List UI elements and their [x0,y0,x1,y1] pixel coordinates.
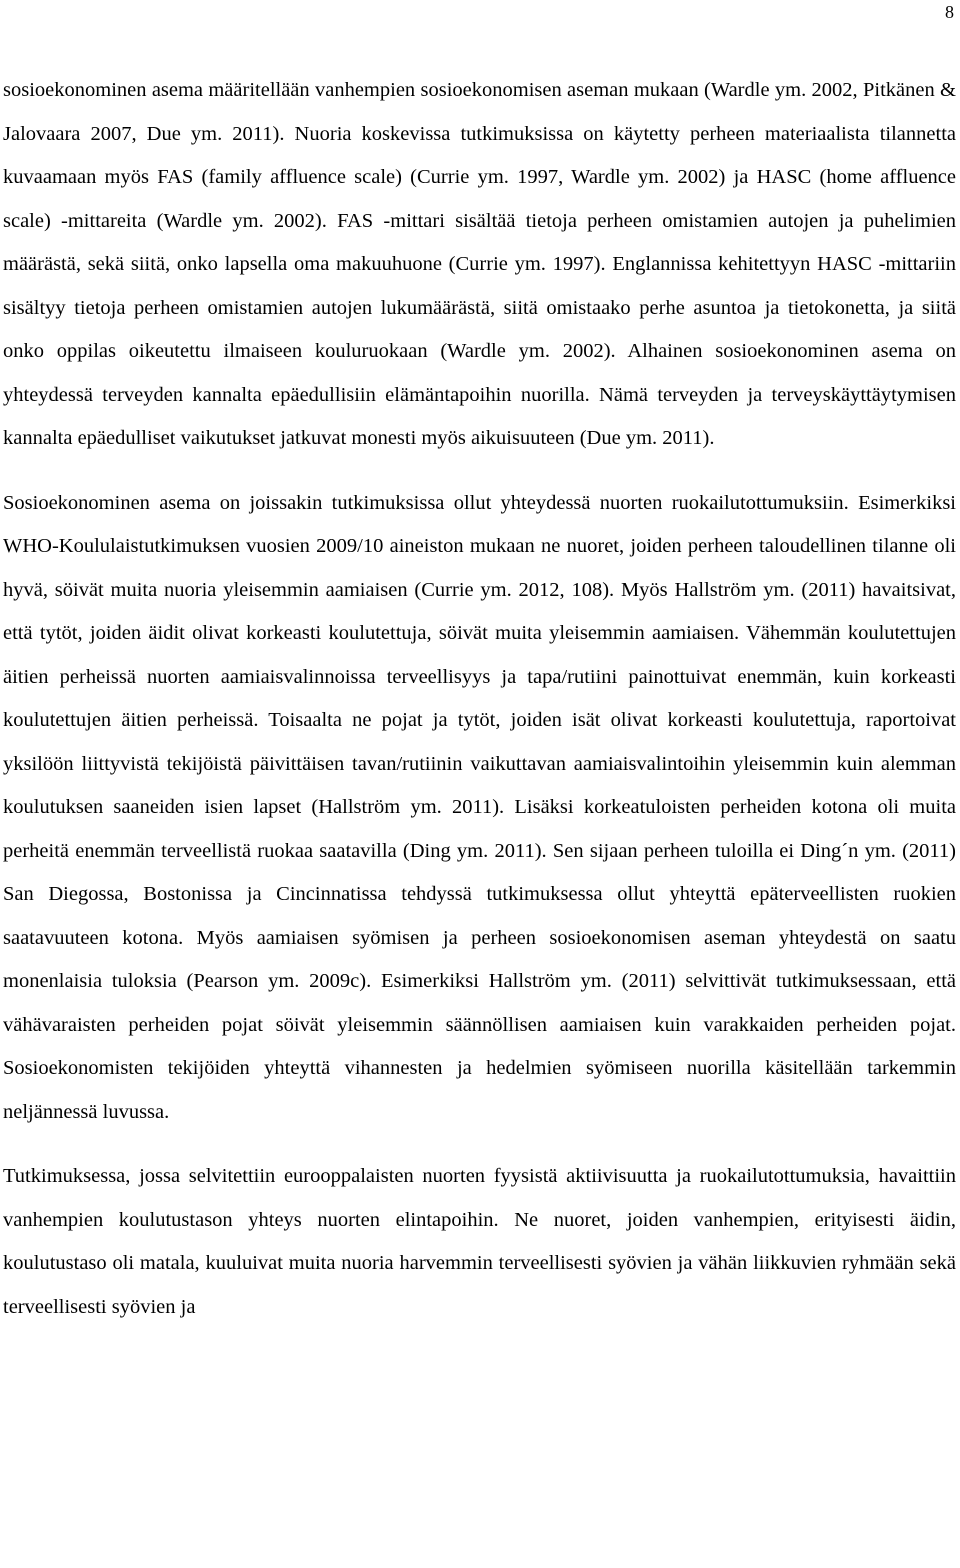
document-body [3,69,956,1329]
paragraph-socioeconomic-status: sosioekonominen asema määritellään vanhempien sosioekonomisen aseman mukaan (Wardle ym. 2002, Pitkänen & Jalovaara 2007, Due ym. 2011). Nuoria koskevissa tutkimuksissa on käytetty perheen materiaalista tilannetta kuvaamaan myös FAS (family affluence scale) (Currie ym. 1997, Wardle ym. 2002) ja HASC (home affluence scale) -mittareita (Wardle ym. 2002). FAS -mittari sisältää tietoja perheen omistamien autojen ja puhelimien määrästä, sekä siitä, onko lapsella oma makuuhuone (Currie ym. 1997). Englannissa kehitettyyn HASC -mittariin sisältyy tietoja perheen omistamien autojen lukumäärästä, siitä omistaako perhe asuntoa ja tietokonetta, ja siitä onko oppilas oikeutettu ilmaiseen kouluruokaan (Wardle ym. 2002). Alhainen sosioekonominen asema on yhteydessä terveyden kannalta epäedullisiin elämäntapoihin nuorilla. Nämä terveyden ja terveyskäyttäytymisen kannalta epäedulliset vaikutukset jatkuvat monesti myös aikuisuuteen (Due ym. 2011). [3,79,956,449]
paragraph-eating-habits: Sosioekonominen asema on joissakin tutkimuksissa ollut yhteydessä nuorten ruokailutottumuksiin. Esimerkiksi WHO-Koululaistutkimuksen vuosien 2009/10 aineiston mukaan ne nuoret, joiden perheen taloudellinen tilanne oli hyvä, söivät muita nuoria yleisemmin aamiaisen (Currie ym. 2012, 108). Myös Hallström ym. (2011) havaitsivat, että tytöt, joiden äidit olivat korkeasti koulutettuja, söivät muita yleisemmin aamiaisen. Vähemmän koulutettujen äitien perheissä nuorten aamiaisvalinnoissa terveellisyys ja tapa/rutiini painottuivat enemmän, kuin korkeasti koulutettujen äitien perheissä. Toisaalta ne pojat ja tytöt, joiden isät olivat korkeasti koulutettuja, raportoivat yksilöön liittyvistä tekijöistä päivittäisen tavan/rutiinin vaikuttavan aamiaisvalintoihin yleisemmin kuin alemman koulutuksen saaneiden isien lapset (Hallström ym. 2011). Lisäksi korkeatuloisten perheiden kotona oli muita perheitä enemmän terveellistä ruokaa saatavilla (Ding ym. 2011). Sen sijaan perheen tuloilla ei Ding´n ym. (2011) San Diegossa, Bostonissa ja Cincinnatissa tehdyssä tutkimuksessa ollut yhteyttä epäterveellisten ruokien saatavuuteen kotona. Myös aamiaisen syömisen ja perheen sosioekonomisen aseman yhteydestä on saatu monenlaisia tuloksia (Pearson ym. 2009c). Esimerkiksi Hallström ym. (2011) selvittivät tutkimuksessaan, että vähävaraisten perheiden pojat söivät yleisemmin säännöllisen aamiaisen kuin varakkaiden perheiden pojat. Sosioekonomisten tekijöiden yhteyttä vihannesten ja hedelmien syömiseen nuorilla käsitellään tarkemmin neljännessä luvussa. [3,491,956,1123]
paragraph-european-study: Tutkimuksessa, jossa selvitettiin eurooppalaisten nuorten fyysistä aktiivisuutta ja ruokailutottumuksia, havaittiin vanhempien koulutustason yhteys nuorten elintapoihin. Ne nuoret, joiden vanhempien, erityisesti äidin, koulutustaso oli matala, kuuluivat muita nuoria harvemmin terveellisesti syövien ja vähän liikkuvien ryhmään sekä terveellisesti syövien ja [3,1165,956,1318]
page-number: 8 [945,2,954,22]
